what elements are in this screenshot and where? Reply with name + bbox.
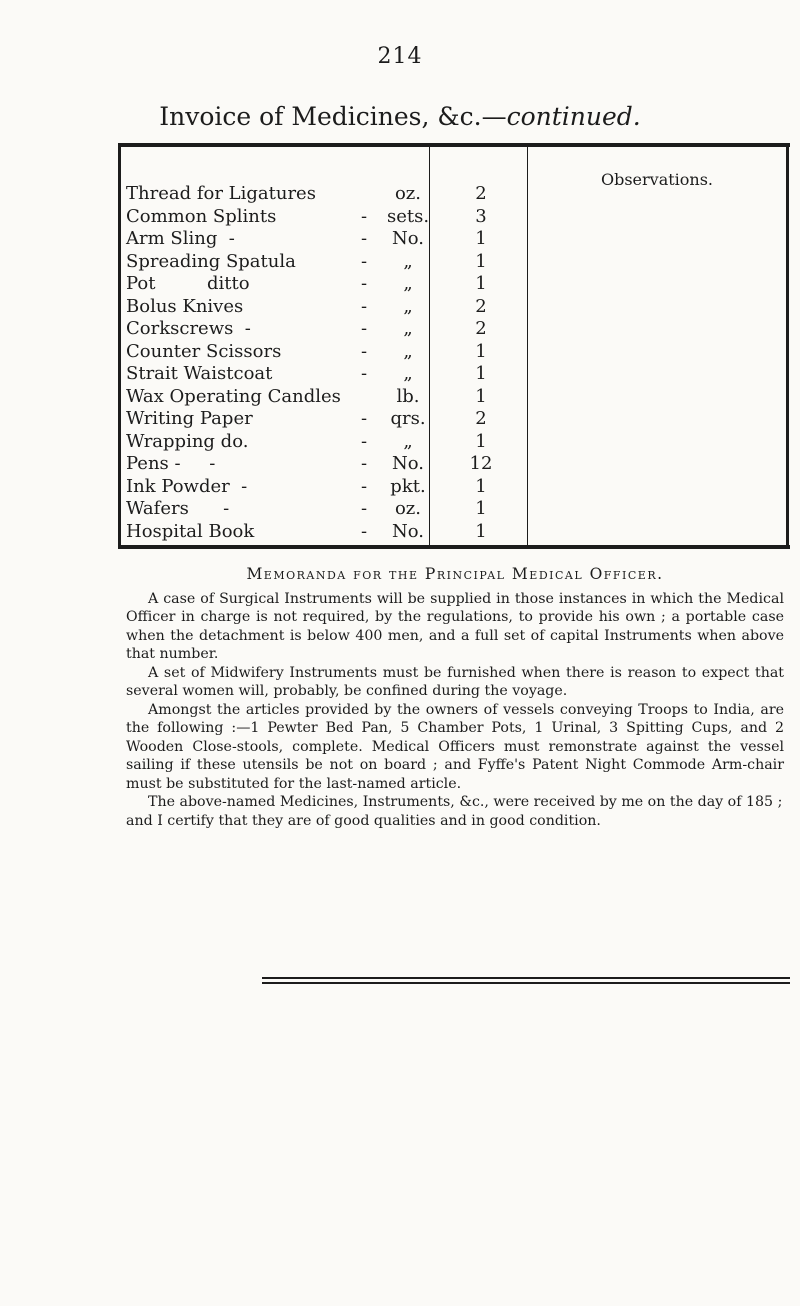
item-quantity: 2 xyxy=(475,318,487,339)
medicine-item-list xyxy=(126,183,526,543)
item-name: Thread for Ligatures xyxy=(126,183,316,204)
footer-rule xyxy=(262,977,790,979)
table-row xyxy=(126,476,526,499)
item-unit: No. xyxy=(392,453,424,474)
item-quantity: 2 xyxy=(475,183,487,204)
item-quantity: 1 xyxy=(475,475,487,497)
item-dash: - xyxy=(361,453,368,474)
item-quantity: 1 xyxy=(475,228,487,249)
item-name: Wax Operating Candles xyxy=(126,385,341,407)
item-unit: „ xyxy=(403,363,413,384)
item-name: Spreading Spatula xyxy=(126,250,296,272)
item-unit: „ xyxy=(403,295,413,317)
page-title xyxy=(0,102,800,131)
item-dash: - xyxy=(361,295,368,317)
item-dash: - xyxy=(361,430,368,452)
table-row xyxy=(126,453,526,476)
item-name: Wafers - xyxy=(126,498,230,519)
item-dash: - xyxy=(361,205,368,227)
item-unit: „ xyxy=(403,250,413,272)
item-name: Hospital Book xyxy=(126,520,255,542)
item-dash: - xyxy=(361,475,368,497)
table-row xyxy=(126,318,526,341)
item-name: Pens - - xyxy=(126,453,216,474)
item-dash: - xyxy=(361,498,368,519)
observations-header: Observations. xyxy=(600,170,714,189)
table-row xyxy=(126,273,526,296)
memoranda-section xyxy=(126,565,784,830)
memoranda-certification: The above-named Medicines, Instruments, &c., were received by me on the day of 185 ; and I certify that they are of good qualities and in good condition. xyxy=(126,794,783,829)
item-unit: „ xyxy=(403,318,413,339)
item-quantity: 1 xyxy=(475,273,487,294)
table-left-border xyxy=(118,145,121,547)
item-unit: qrs. xyxy=(390,408,426,429)
page-number: 214 xyxy=(377,44,423,69)
item-unit: „ xyxy=(403,340,413,362)
table-row xyxy=(126,183,526,206)
item-dash: - xyxy=(361,228,368,249)
memoranda-paragraph: A set of Midwifery Instruments must be furnished when there is reason to expect that several women will, probably, be confined during the voyage. xyxy=(126,664,784,699)
table-row xyxy=(126,206,526,229)
item-name: Ink Powder - xyxy=(126,475,248,497)
table-row xyxy=(126,498,526,521)
item-name: Bolus Knives xyxy=(126,295,244,317)
table-row xyxy=(126,296,526,319)
item-quantity: 2 xyxy=(475,408,487,429)
item-quantity: 1 xyxy=(475,340,487,362)
table-top-rule xyxy=(118,143,790,147)
item-quantity: 1 xyxy=(475,363,487,384)
table-row xyxy=(126,363,526,386)
item-quantity: 1 xyxy=(475,520,487,542)
item-quantity: 1 xyxy=(475,498,487,519)
item-name: Pot ditto xyxy=(126,273,250,294)
memoranda-heading: Memoranda for the Principal Medical Officer. xyxy=(246,565,664,583)
item-quantity: 2 xyxy=(475,295,487,317)
item-unit: No. xyxy=(392,520,424,542)
item-unit: oz. xyxy=(394,183,422,204)
item-unit: sets. xyxy=(386,205,430,227)
item-quantity: 1 xyxy=(475,250,487,272)
quantity-column-right-rule xyxy=(527,147,528,545)
table-row xyxy=(126,341,526,364)
table-row xyxy=(126,251,526,274)
title-continued: continued. xyxy=(506,102,641,131)
title-main: Invoice of Medicines, &c.— xyxy=(159,102,507,131)
item-unit: pkt. xyxy=(390,475,426,497)
item-name: Writing Paper xyxy=(126,408,253,429)
item-dash: - xyxy=(361,408,368,429)
item-dash: - xyxy=(361,273,368,294)
item-unit: No. xyxy=(392,228,424,249)
item-quantity: 3 xyxy=(475,205,487,227)
item-quantity: 12 xyxy=(469,453,493,474)
memoranda-paragraph: A case of Surgical Instruments will be supplied in those instances in which the Medical Officer in charge is not required, by the regulations, to provide his own ; a portable case when the detachment is below 400 men, and a full set of capital Instruments when above that number. xyxy=(126,590,784,662)
item-name: Common Splints xyxy=(126,205,277,227)
item-quantity: 1 xyxy=(475,430,487,452)
item-name: Counter Scissors xyxy=(126,340,282,362)
item-unit: „ xyxy=(403,273,413,294)
table-row xyxy=(126,431,526,454)
item-dash: - xyxy=(361,340,368,362)
footer-rule-second xyxy=(262,982,790,984)
item-dash: - xyxy=(361,250,368,272)
item-dash: - xyxy=(361,318,368,339)
item-name: Strait Waistcoat xyxy=(126,363,273,384)
memoranda-paragraph: Amongst the articles provided by the owners of vessels conveying Troops to India, are the following :—1 Pewter Bed Pan, 5 Chamber Pots, 1 Urinal, 3 Spitting Cups, and 2 Wooden Close-stools, complete. Medical Officers must remonstrate against the vessel sailing if these utensils be not on board ; and Fyffe's Patent Night Commode Arm-chair must be substituted for the last-named article. xyxy=(126,701,784,792)
item-name: Arm Sling - xyxy=(126,228,235,249)
item-unit: „ xyxy=(403,430,413,452)
item-quantity: 1 xyxy=(475,385,487,407)
item-unit: oz. xyxy=(394,498,422,519)
item-dash: - xyxy=(361,363,368,384)
table-right-border xyxy=(786,145,789,547)
item-unit: lb. xyxy=(396,385,420,407)
table-row xyxy=(126,408,526,431)
table-row xyxy=(126,228,526,251)
table-row xyxy=(126,521,526,544)
table-row xyxy=(126,386,526,409)
item-dash: - xyxy=(361,520,368,542)
item-name: Corkscrews - xyxy=(126,318,251,339)
item-name: Wrapping do. xyxy=(126,430,249,452)
table-bottom-rule xyxy=(118,545,790,549)
